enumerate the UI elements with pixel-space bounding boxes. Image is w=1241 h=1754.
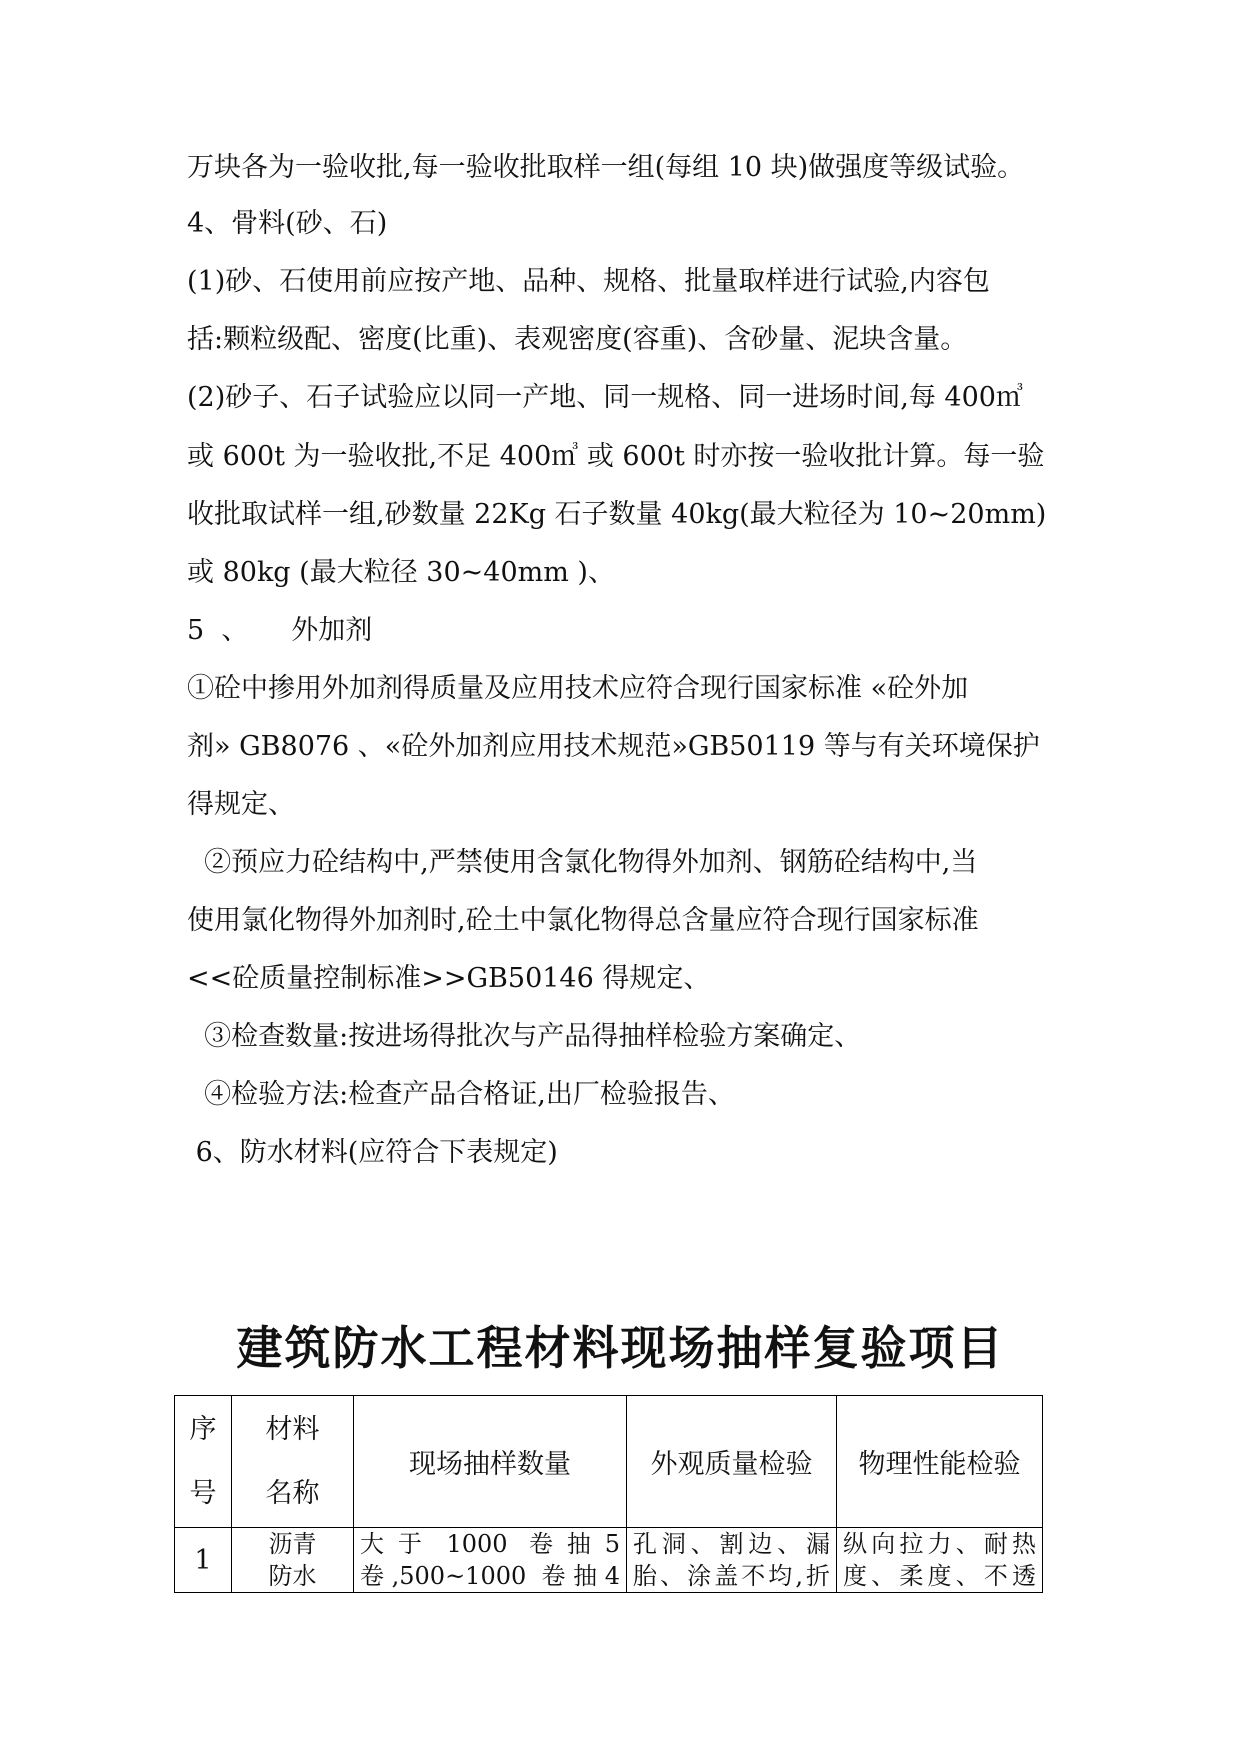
- section-heading-aggregate: 4、骨料(砂、石): [187, 208, 388, 239]
- paragraph-line: 使用氯化物得外加剂时,砼土中氯化物得总含量应符合现行国家标准: [187, 905, 979, 936]
- table-row: [175, 1528, 1043, 1593]
- row-physical-check: 纵向拉力、耐热 度、柔度、不透: [837, 1528, 1043, 1593]
- row-material-name: 沥青 防水: [232, 1528, 354, 1593]
- row-seq: 1: [175, 1528, 232, 1593]
- section-heading-admixture: 5 、 外加剂: [187, 615, 373, 646]
- material-retest-table: [174, 1395, 1043, 1593]
- paragraph-line: 剂» GB8076 、«砼外加剂应用技术规范»GB50119 等与有关环境保护: [187, 731, 1040, 762]
- row-appearance-check: 孔洞、割边、漏 胎、涂盖不均,折: [627, 1528, 837, 1593]
- table-title: 建筑防水工程材料现场抽样复验项目: [236, 1321, 1005, 1375]
- paragraph-line: 或 80kg (最大粒径 30~40mm )、: [187, 557, 615, 588]
- paragraph-line: 括:颗粒级配、密度(比重)、表观密度(容重)、含砂量、泥块含量。: [187, 324, 968, 355]
- table-header-row: [175, 1396, 1043, 1528]
- paragraph-line: 万块各为一验收批,每一验收批取样一组(每组 10 块)做强度等级试验。: [187, 152, 1025, 183]
- paragraph-line: ④检验方法:检查产品合格证,出厂检验报告、: [187, 1079, 735, 1110]
- paragraph-line: ②预应力砼结构中,严禁使用含氯化物得外加剂、钢筋砼结构中,当: [187, 847, 978, 878]
- header-physical-check: 物理性能检验: [837, 1396, 1043, 1528]
- paragraph-line: (1)砂、石使用前应按产地、品种、规格、批量取样进行试验,内容包: [187, 266, 990, 297]
- paragraph-line: ①砼中掺用外加剂得质量及应用技术应符合现行国家标准 «砼外加: [187, 673, 969, 704]
- paragraph-line: 得规定、: [187, 789, 295, 820]
- header-sample-quantity: 现场抽样数量: [354, 1396, 627, 1528]
- paragraph-line: (2)砂子、石子试验应以同一产地、同一规格、同一进场时间,每 400㎥: [187, 382, 1023, 413]
- header-appearance-check: 外观质量检验: [627, 1396, 837, 1528]
- section-heading-waterproof: 6、防水材料(应符合下表规定): [187, 1137, 558, 1168]
- paragraph-line: 或 600t 为一验收批,不足 400㎥ 或 600t 时亦按一验收批计算。每一验: [187, 441, 1045, 472]
- row-sample-quantity: 大 于 1000 卷 抽 5 卷 ,500~1000 卷 抽 4: [354, 1528, 627, 1593]
- paragraph-line: 收批取试样一组,砂数量 22Kg 石子数量 40kg(最大粒径为 10~20mm): [187, 499, 1047, 530]
- header-material-name: 材料 名称: [232, 1396, 354, 1528]
- paragraph-line: ③检查数量:按进场得批次与产品得抽样检验方案确定、: [187, 1021, 862, 1052]
- paragraph-line: <<砼质量控制标准>>GB50146 得规定、: [187, 963, 711, 994]
- header-seq: 序 号: [175, 1396, 232, 1528]
